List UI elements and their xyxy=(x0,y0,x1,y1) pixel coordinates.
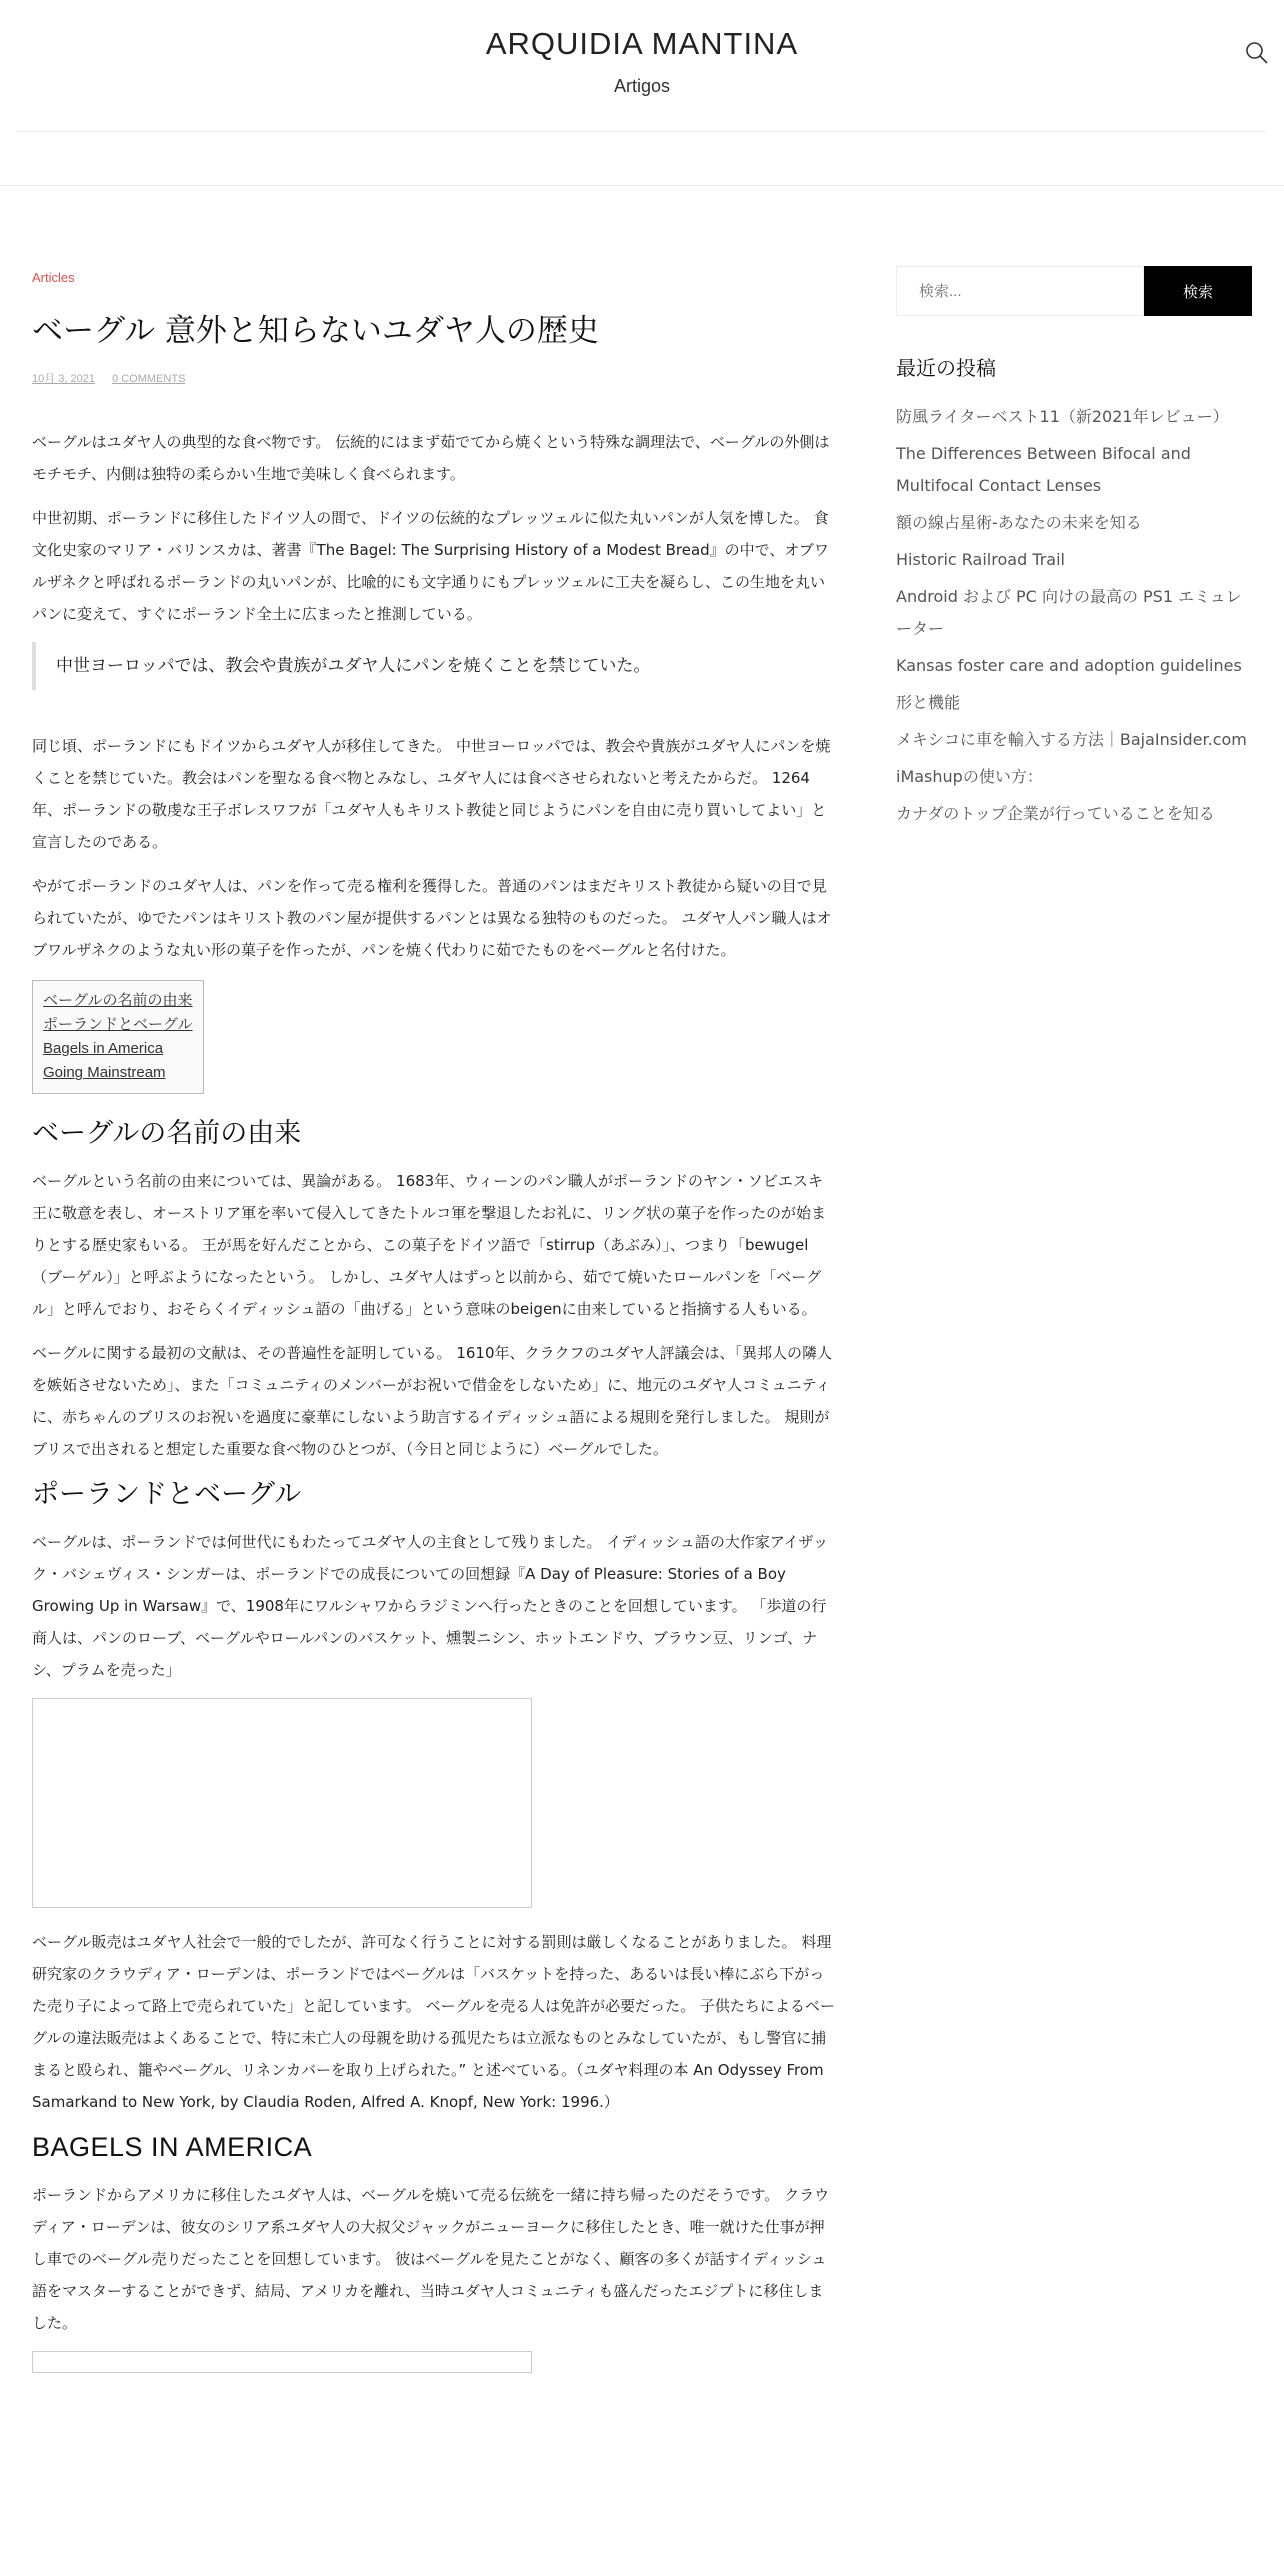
post-meta xyxy=(32,370,836,386)
section-heading: ベーグルの名前の由来 xyxy=(32,1118,302,1150)
recent-post-link[interactable]: iMashupの使い方： xyxy=(896,767,1043,786)
toc-link[interactable]: ポーランドとベーグル xyxy=(43,1016,193,1034)
recent-post-link[interactable]: Android および PC 向けの最高の PS1 エミュレーター xyxy=(896,587,1242,638)
sidebar xyxy=(896,266,1252,835)
section-heading: ポーランドとベーグル xyxy=(32,1479,302,1511)
broken-image xyxy=(32,2351,532,2373)
paragraph: 中世初期、ポーランドに移住したドイツ人の間で、ドイツの伝統的なプレッツェルに似た丸いパンが人気を博した。 食文化史家のマリア・バリンスカは、著書『The Bagel: The Surprising History of a Modest Bread』の中で、オブワルザネクと呼ばれるポーランドの丸いパンが、比喩的にも文字通りにもプレッツェルに工夫を凝らし、この生地を丸いパンに変えて、すぐにポーランド全土に広まったと推測している。 xyxy=(32,509,829,624)
paragraph: ポーランドからアメリカに移住したユダヤ人は、ベーグルを焼いて売る伝統を一緒に持ち帰ったのだそうです。 クラウディア・ローデンは、彼女のシリア系ユダヤ人の大叔父ジャックがニューヨークに移住したとき、唯一就けた仕事が押し車でのベーグル売りだったことを回想しています。 彼はベーグルを見たことがなく、顧客の多くが話すイディッシュ語をマスターすることができず、結局、アメリカを離れ、当時ユダヤ人コミュニティも盛んだったエジプトに移住しました。 xyxy=(32,2186,830,2333)
recent-post-link[interactable]: 防風ライターベスト11（新2021年レビュー） xyxy=(896,407,1229,426)
paragraph: ベーグルは、ポーランドでは何世代にもわたってユダヤ人の主食として残りました。 イディッシュ語の大作家アイザック・バシェヴィス・シンガーは、ポーランドでの成長についての回想録『A Day of Pleasure: Stories of a Boy Growing Up in Warsaw』で、1908年にワルシャワからラジミンへ行ったときのことを回想しています。 「歩道の行商人は、パンのローブ、ベーグルやロールパンのバスケット、燻製ニシン、ホットエンドウ、ブラウン豆、リンゴ、ナシ、プラムを売った」 xyxy=(32,1533,829,1680)
table-of-contents xyxy=(32,980,204,1094)
post-body xyxy=(32,426,836,2373)
search-input[interactable] xyxy=(896,266,1144,316)
recent-post-link[interactable]: The Differences Between Bifocal and Multifocal Contact Lenses xyxy=(896,444,1191,495)
paragraph: ベーグルという名前の由来については、異論がある。 1683年、ウィーンのパン職人がポーランドのヤン・ソビエスキ王に敬意を表し、オーストリア軍を率いて侵入してきたトルコ軍を撃退したお礼に、リング状の菓子を作ったのが始まりとする歴史家もいる。 王が馬を好んだことから、この菓子をドイツ語で「stirrup（あぶみ）」、つまり「bewugel（ブーゲル）」と呼ぶようになったという。 しかし、ユダヤ人はずっと以前から、茹でて焼いたロールパンを「ベーグル」と呼んでおり、おそらくイディッシュ語の「曲げる」という意味のbeigenに由来していると指摘する人もいる。 xyxy=(32,1172,826,1319)
recent-post-link[interactable]: Historic Railroad Trail xyxy=(896,550,1065,569)
recent-posts-list xyxy=(896,401,1252,830)
site-title[interactable]: ARQUIDIA MANTINA xyxy=(485,26,799,61)
main-content xyxy=(32,270,836,2391)
post-title: ベーグル 意外と知らないユダヤ人の歴史 xyxy=(32,313,599,349)
blockquote: 中世ヨーロッパでは、教会や貴族がユダヤ人にパンを焼くことを禁じていた。 xyxy=(32,642,836,690)
site-header xyxy=(0,0,1284,186)
toc-link[interactable]: Bagels in America xyxy=(43,1040,164,1058)
recent-post-link[interactable]: カナダのトップ企業が行っていることを知る xyxy=(896,804,1215,823)
recent-posts-title: 最近の投稿 xyxy=(896,356,996,380)
search-icon[interactable] xyxy=(1244,40,1270,66)
recent-post-link[interactable]: Kansas foster care and adoption guidelines xyxy=(896,656,1242,675)
toc-link[interactable]: Going Mainstream xyxy=(43,1064,166,1082)
header-divider xyxy=(18,131,1266,132)
recent-post-link[interactable]: メキシコに車を輸入する方法｜BajaInsider.com xyxy=(896,730,1247,749)
category-link[interactable]: Articles xyxy=(32,270,75,285)
site-description: Artigos xyxy=(613,76,671,96)
search-button[interactable]: 検索 xyxy=(1144,266,1252,316)
paragraph: 同じ頃、ポーランドにもドイツからユダヤ人が移住してきた。 中世ヨーロッパでは、教会や貴族がユダヤ人にパンを焼くことを禁じていた。教会はパンを聖なる食べ物とみなし、ユダヤ人には食べさせられないと考えたからだ。 1264年、ポーランドの敬虔な王子ボレスワフが「ユダヤ人もキリスト教徒と同じようにパンを自由に売り買いしてよい」と宣言したのである。 xyxy=(32,737,831,852)
paragraph: ベーグルはユダヤ人の典型的な食べ物です。 伝統的にはまず茹でてから焼くという特殊な調理法で、ベーグルの外側はモチモチ、内側は独特の柔らかい生地で美味しく食べられます。 xyxy=(32,433,830,484)
search-form xyxy=(896,266,1252,316)
toc-link[interactable]: ベーグルの名前の由来 xyxy=(43,992,193,1010)
paragraph: ベーグル販売はユダヤ人社会で一般的でしたが、許可なく行うことに対する罰則は厳しくなることがありました。 料理研究家のクラウディア・ローデンは、ポーランドではベーグルは「バスケットを持った、あるいは長い棒にぶら下がった売り子によって路上で売られていた」と記しています。 ベーグルを売る人は免許が必要だった。 子供たちによるベーグルの違法販売はよくあることで、特に未亡人の母親を助ける孤児たちは立派なものとみなしていたが、もし警官に捕まると殴られ、籠やベーグル、リネンカバーを取り上げられた。” と述べている。（ユダヤ料理の本 An Odyssey From Samarkand to New York, by Claudia Roden, Alfred A. Knopf, New York: 1996.） xyxy=(32,1933,835,2112)
recent-post-link[interactable]: 形と機能 xyxy=(896,693,961,712)
comments-link[interactable]: 0 COMMENTS xyxy=(112,373,186,386)
post-date-link[interactable]: 10月 3, 2021 xyxy=(32,373,95,386)
section-heading: BAGELS IN AMERICA xyxy=(32,2132,313,2163)
paragraph: ベーグルに関する最初の文献は、その普遍性を証明している。 1610年、クラクフのユダヤ人評議会は、「異邦人の隣人を嫉妬させないため」、また「コミュニティのメンバーがお祝いで借金をしないため」に、地元のユダヤ人コミュニティに、赤ちゃんのブリスのお祝いを過度に豪華にしないよう助言するイディッシュ語による規則を発行しました。 規則がブリスで出されると想定した重要な食べ物のひとつが、（今日と同じように）ベーグルでした。 xyxy=(32,1344,832,1459)
broken-image xyxy=(32,1698,532,1908)
recent-post-link[interactable]: 額の線占星術-あなたの未来を知る xyxy=(896,513,1142,532)
paragraph: やがてポーランドのユダヤ人は、パンを作って売る権利を獲得した。普通のパンはまだキリスト教徒から疑いの目で見られていたが、ゆでたパンはキリスト教のパン屋が提供するパンとは異なる独特のものだった。 ユダヤ人パン職人はオブワルザネクのような丸い形の菓子を作ったが、パンを焼く代わりに茹でたものをベーグルと名付けた。 xyxy=(32,877,832,960)
